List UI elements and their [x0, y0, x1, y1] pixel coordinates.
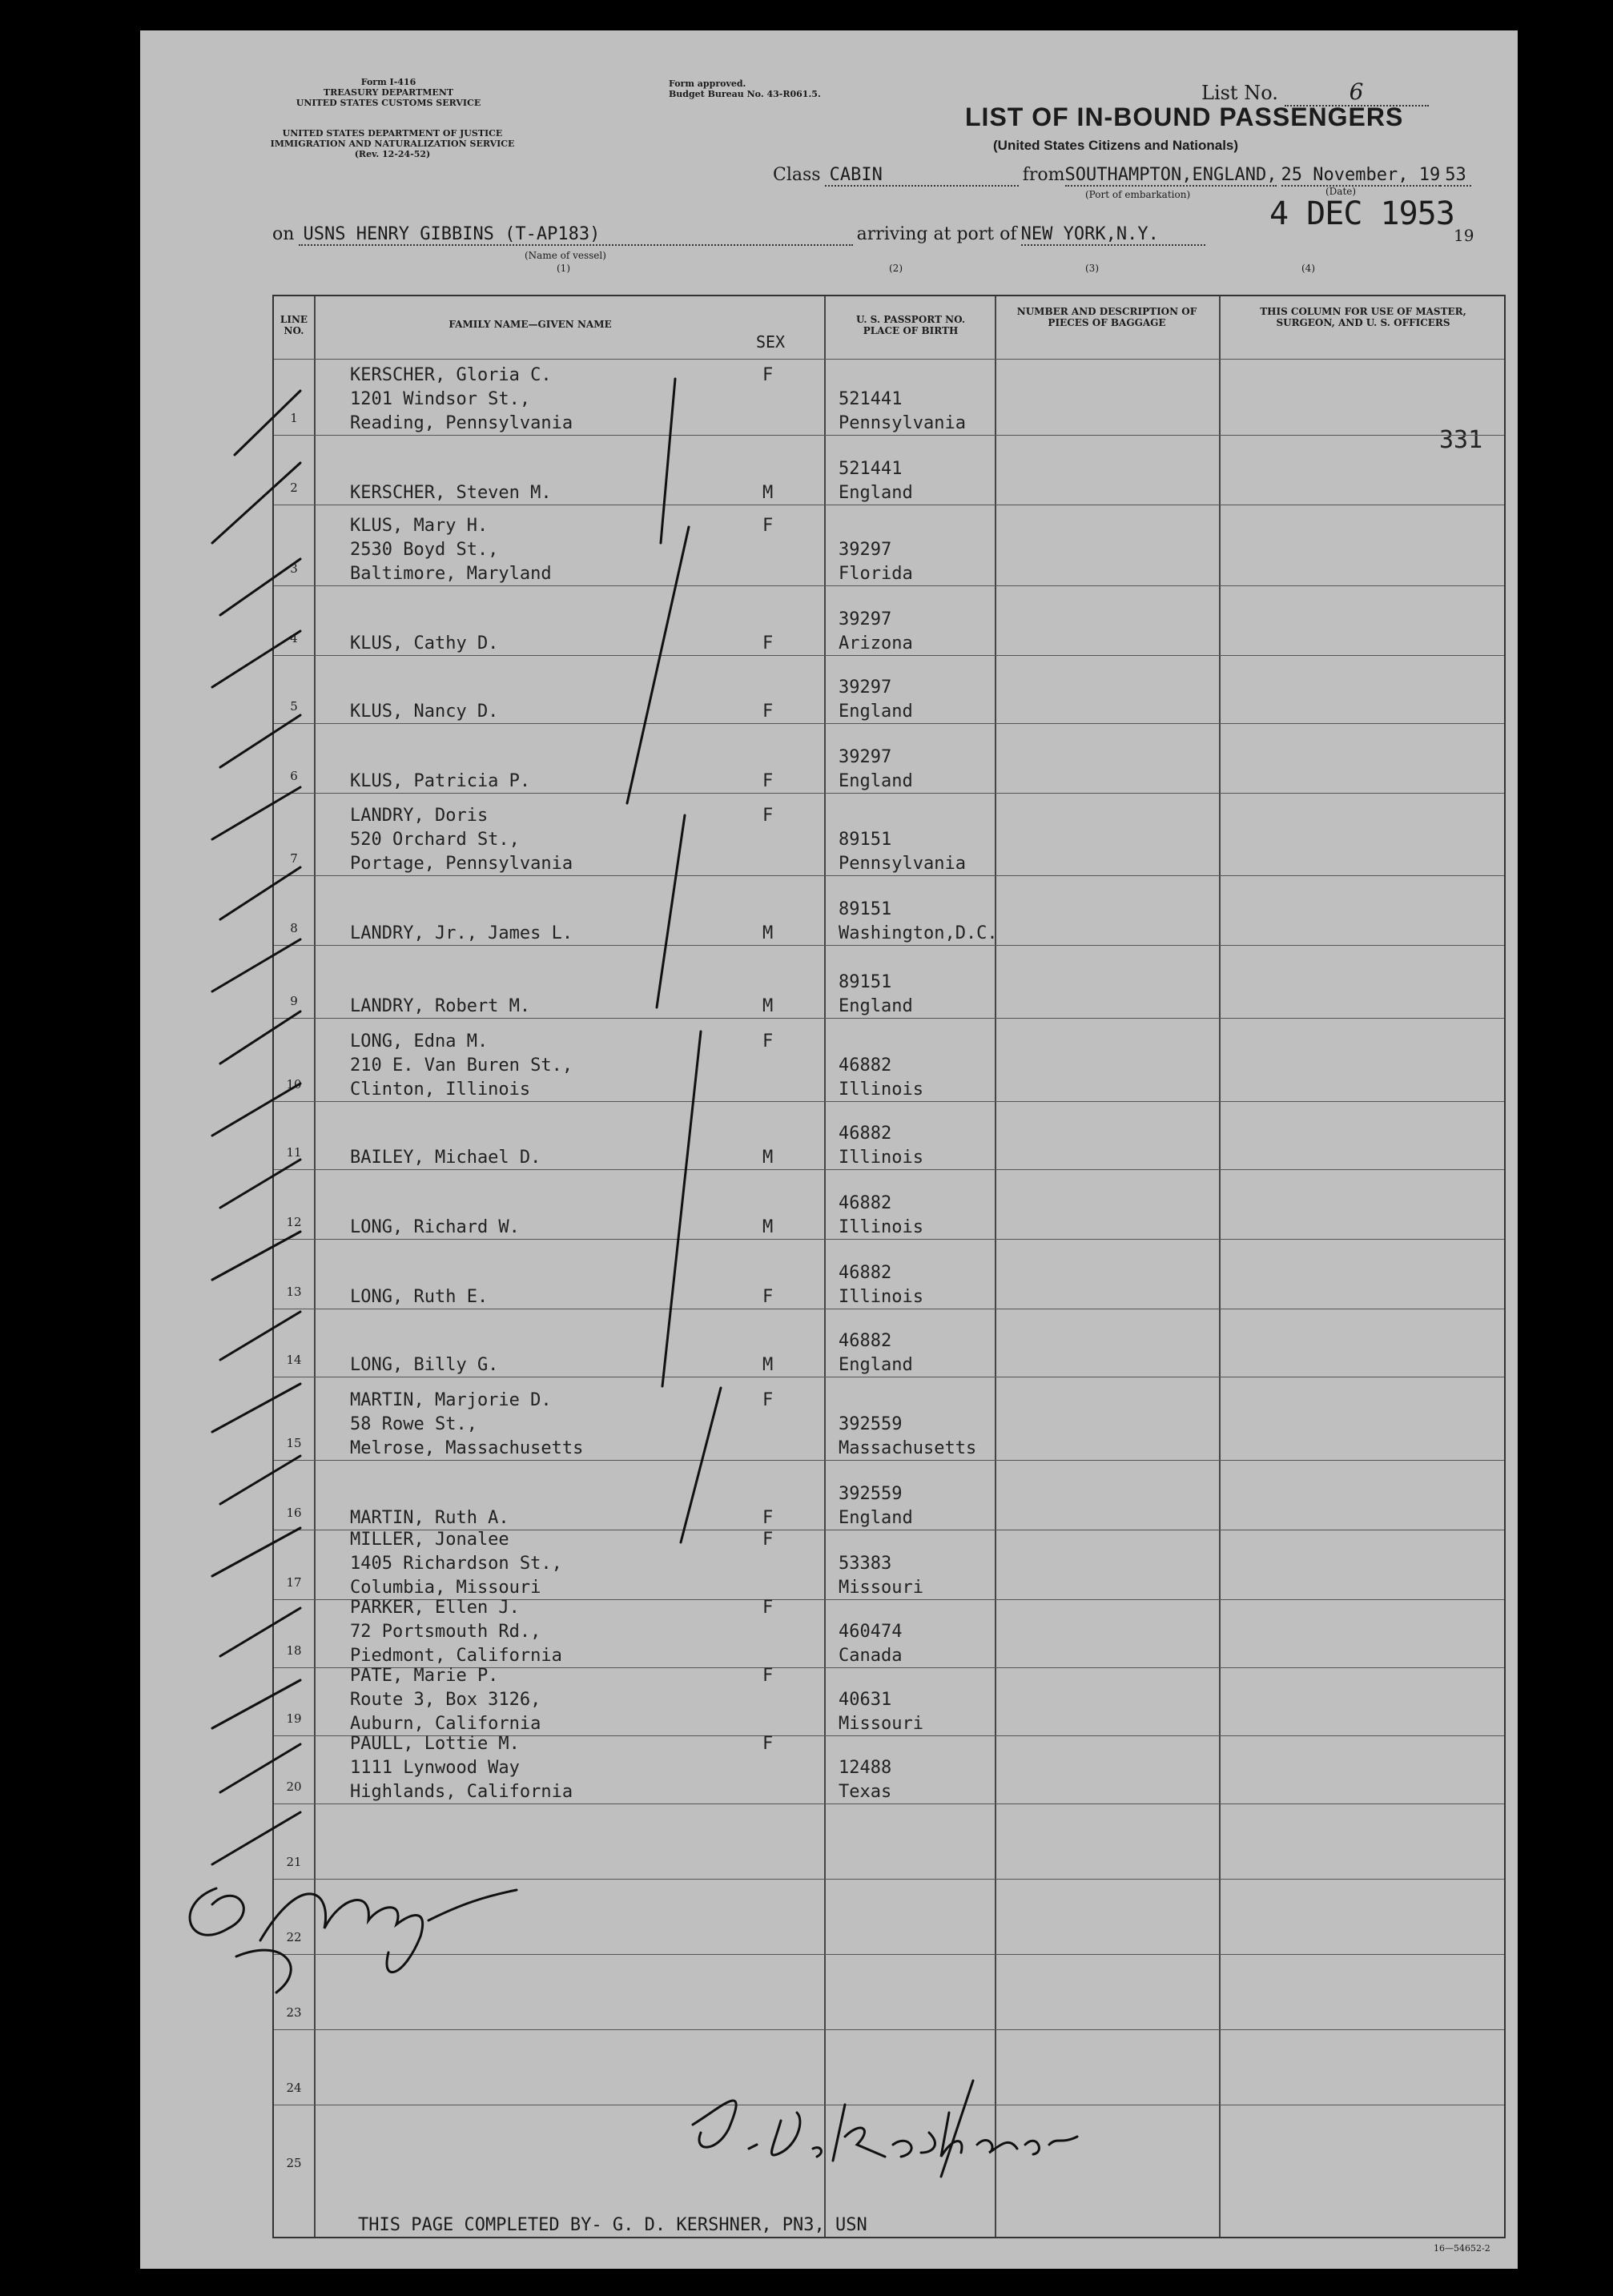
place-of-birth: England	[839, 996, 913, 1016]
line-number: 19	[286, 1711, 302, 1726]
place-of-birth: Massachusetts	[839, 1438, 977, 1458]
passenger-name: LANDRY, Doris	[350, 806, 489, 826]
line-number: 16	[286, 1506, 302, 1520]
passport-number: 46882	[839, 1193, 892, 1213]
passport-number: 392559	[839, 1484, 903, 1504]
passenger-name: PATE, Marie P.	[350, 1666, 499, 1686]
line-number: 11	[286, 1145, 302, 1160]
sex: F	[762, 1530, 774, 1550]
arrival-port: NEW YORK,N.Y.	[1021, 224, 1205, 246]
vessel-name: USNS HENRY GIBBINS (T-AP183)	[299, 224, 853, 246]
address-line-2: Clinton, Illinois	[350, 1080, 531, 1100]
header-name: FAMILY NAME—GIVEN NAME	[449, 319, 612, 330]
address-line-1: 58 Rowe St.,	[350, 1414, 477, 1434]
address-line-2: Portage, Pennsylvania	[350, 854, 573, 874]
customs-service: UNITED STATES CUSTOMS SERVICE	[296, 98, 481, 108]
page-subtitle: (United States Citizens and Nationals)	[993, 138, 1239, 153]
list-no-label: List No.	[1201, 82, 1278, 104]
place-of-birth: Pennsylvania	[839, 854, 966, 874]
check-mark	[212, 867, 300, 991]
passport-number: 46882	[839, 1331, 892, 1351]
passport-number: 46882	[839, 1263, 892, 1283]
passenger-name: KERSCHER, Gloria C.	[350, 365, 552, 385]
sex: F	[762, 806, 774, 826]
sex: F	[762, 771, 774, 791]
passport-number: 89151	[839, 830, 892, 850]
line-number: 3	[290, 561, 298, 576]
place-of-birth: Missouri	[839, 1578, 923, 1598]
class-label: Class	[773, 165, 821, 185]
from-date: 25 November, 19	[1281, 165, 1441, 185]
address-line-1: 520 Orchard St.,	[350, 830, 520, 850]
line-number: 13	[286, 1285, 302, 1299]
passport-number: 89151	[839, 899, 892, 919]
check-mark	[212, 1744, 300, 1864]
header-baggage: NUMBER AND DESCRIPTION OF PIECES OF BAGGAGE	[1016, 306, 1197, 328]
passenger-name: KLUS, Mary H.	[350, 516, 489, 536]
passport-number: 46882	[839, 1124, 892, 1144]
passport-number: 521441	[839, 459, 903, 479]
line-number: 17	[286, 1575, 302, 1590]
header-officers: THIS COLUMN FOR USE OF MASTER, SURGEON, AND U. S. OFFICERS	[1260, 306, 1466, 328]
from-year: 53	[1440, 165, 1471, 187]
list-no-value: 6	[1285, 78, 1429, 107]
sex: M	[762, 996, 774, 1016]
bracket-line	[681, 1388, 721, 1542]
form-id: Form I-416	[360, 77, 416, 87]
col-num-4: (4)	[1301, 263, 1315, 274]
header-passport: U. S. PASSPORT NO. PLACE OF BIRTH	[855, 314, 966, 336]
sex: F	[762, 1734, 774, 1754]
col-num-2: (2)	[889, 263, 903, 274]
sex: F	[762, 1508, 774, 1528]
col-num-1: (1)	[557, 263, 570, 274]
sex: M	[762, 1217, 774, 1237]
sex: F	[762, 365, 774, 385]
address-line-2: Auburn, California	[350, 1714, 541, 1734]
place-of-birth: Texas	[839, 1782, 892, 1802]
line-number: 6	[290, 769, 298, 783]
passport-number: 39297	[839, 540, 892, 560]
budget-bureau: Budget Bureau No. 43-R061.5.	[669, 89, 821, 99]
passport-number: 39297	[839, 678, 892, 698]
passport-number: 89151	[839, 972, 892, 992]
line-number: 25	[286, 2156, 302, 2170]
sex: F	[762, 1598, 774, 1618]
passport-number: 521441	[839, 389, 903, 409]
bracket-line	[627, 527, 689, 803]
line-number: 8	[290, 921, 298, 935]
line-number: 7	[290, 851, 298, 866]
class-value: CABIN	[825, 165, 1019, 187]
place-of-birth: Missouri	[839, 1714, 923, 1734]
sex: F	[762, 702, 774, 722]
passenger-name: LANDRY, Robert M.	[350, 996, 531, 1016]
address-line-1: 1405 Richardson St.,	[350, 1554, 562, 1574]
place-of-birth: Florida	[839, 564, 913, 584]
passenger-name: KLUS, Patricia P.	[350, 771, 531, 791]
line-number: 21	[286, 1855, 302, 1869]
place-of-birth: Illinois	[839, 1287, 923, 1307]
line-number: 22	[286, 1930, 302, 1944]
sex: M	[762, 1355, 774, 1375]
address-line-1: 210 E. Van Buren St.,	[350, 1056, 573, 1076]
address-line-2: Reading, Pennsylvania	[350, 413, 573, 433]
check-mark	[212, 559, 300, 687]
place-of-birth: England	[839, 702, 913, 722]
initials-mark	[190, 1888, 517, 1992]
passenger-name: KLUS, Cathy D.	[350, 633, 499, 653]
header-sex: SEX	[755, 332, 786, 352]
address-line-1: Route 3, Box 3126,	[350, 1690, 541, 1710]
line-number: 9	[290, 994, 298, 1008]
sex: F	[762, 1287, 774, 1307]
from-value: SOUTHAMPTON,ENGLAND,	[1064, 165, 1277, 185]
line-number: 23	[286, 2005, 302, 2020]
form-approved: Form approved.	[669, 78, 746, 89]
line-number: 1	[290, 411, 298, 425]
line-number: 4	[290, 631, 298, 645]
address-line-1: 1201 Windsor St.,	[350, 389, 531, 409]
place-of-birth: England	[839, 1508, 913, 1528]
place-of-birth: Illinois	[839, 1080, 923, 1100]
passenger-name: KERSCHER, Steven M.	[350, 483, 552, 503]
manifest-page	[140, 30, 1518, 2269]
check-mark	[212, 1608, 300, 1728]
passport-number: 392559	[839, 1414, 903, 1434]
signature	[693, 2081, 1077, 2177]
line-number: 18	[286, 1643, 302, 1658]
check-mark	[212, 715, 300, 839]
bracket-line	[657, 815, 685, 1007]
place-of-birth: Illinois	[839, 1148, 923, 1168]
place-of-birth: England	[839, 771, 913, 791]
passenger-name: LONG, Edna M.	[350, 1031, 489, 1051]
passenger-name: MARTIN, Ruth A.	[350, 1508, 509, 1528]
passport-number: 53383	[839, 1554, 892, 1574]
address-line-2: Baltimore, Maryland	[350, 564, 552, 584]
passport-number: 460474	[839, 1622, 903, 1642]
sex: F	[762, 1666, 774, 1686]
bracket-line	[662, 1031, 701, 1386]
passenger-name: PAULL, Lottie M.	[350, 1734, 520, 1754]
sex: F	[762, 516, 774, 536]
passenger-name: LONG, Billy G.	[350, 1355, 499, 1375]
address-line-2: Melrose, Massachusetts	[350, 1438, 584, 1458]
place-of-birth: Arizona	[839, 633, 913, 653]
line-number: 12	[286, 1215, 302, 1229]
line-number: 10	[286, 1077, 302, 1092]
vessel-label: (Name of vessel)	[525, 250, 606, 261]
passenger-name: LONG, Richard W.	[350, 1217, 520, 1237]
passenger-name: PARKER, Ellen J.	[350, 1598, 520, 1618]
line-number: 2	[290, 481, 298, 495]
col-num-3: (3)	[1085, 263, 1099, 274]
passenger-name: BAILEY, Michael D.	[350, 1148, 541, 1168]
check-mark	[212, 1312, 300, 1432]
place-of-birth: England	[839, 1355, 913, 1375]
passport-number: 40631	[839, 1690, 892, 1710]
address-line-2: Columbia, Missouri	[350, 1578, 541, 1598]
sex: M	[762, 1148, 774, 1168]
address-line-1: 1111 Lynwood Way	[350, 1758, 520, 1778]
handwritten-marks	[140, 30, 1518, 2269]
sex: M	[762, 923, 774, 943]
passport-number: 39297	[839, 609, 892, 629]
form-footer-number: 16—54652-2	[1434, 2243, 1490, 2254]
address-line-1: 72 Portsmouth Rd.,	[350, 1622, 541, 1642]
sex: F	[762, 1031, 774, 1051]
justice-dept: UNITED STATES DEPARTMENT OF JUSTICE	[282, 128, 503, 139]
passenger-name: MARTIN, Marjorie D.	[350, 1390, 552, 1410]
treasury-dept: TREASURY DEPARTMENT	[323, 87, 454, 98]
address-line-2: Piedmont, California	[350, 1646, 562, 1666]
place-of-birth: Pennsylvania	[839, 413, 966, 433]
place-of-birth: Illinois	[839, 1217, 923, 1237]
check-mark	[212, 1456, 300, 1576]
ins-service: IMMIGRATION AND NATURALIZATION SERVICE	[270, 139, 515, 149]
place-of-birth: England	[839, 483, 913, 503]
on-label: on	[272, 224, 295, 244]
bracket-line	[661, 379, 675, 543]
passport-number: 46882	[839, 1056, 892, 1076]
official-number: 331	[1439, 426, 1483, 454]
from-label: from	[1022, 165, 1065, 185]
passport-number: 12488	[839, 1758, 892, 1778]
check-mark	[212, 391, 300, 543]
date-label: (Date)	[1325, 186, 1357, 197]
arrival-year-suffix: 19	[1454, 226, 1474, 245]
port-label: (Port of embarkation)	[1085, 189, 1191, 200]
line-number: 15	[286, 1436, 302, 1450]
line-number: 24	[286, 2081, 302, 2095]
passenger-name: KLUS, Nancy D.	[350, 702, 499, 722]
completed-by: THIS PAGE COMPLETED BY- G. D. KERSHNER, PN3, USN	[358, 2215, 867, 2235]
form-revision: (Rev. 12-24-52)	[354, 149, 431, 159]
place-of-birth: Washington,D.C.	[839, 923, 998, 943]
arrival-date-stamp: 4 DEC 1953	[1269, 195, 1454, 232]
passenger-name: LANDRY, Jr., James L.	[350, 923, 573, 943]
line-number: 20	[286, 1779, 302, 1794]
passport-number: 39297	[839, 747, 892, 767]
address-line-1: 2530 Boyd St.,	[350, 540, 499, 560]
place-of-birth: Canada	[839, 1646, 903, 1666]
address-line-2: Highlands, California	[350, 1782, 573, 1802]
page-title: LIST OF IN-BOUND PASSENGERS	[965, 103, 1404, 131]
arriving-label: arriving at port of	[856, 224, 1017, 244]
check-mark	[212, 1011, 300, 1136]
passenger-name: MILLER, Jonalee	[350, 1530, 509, 1550]
passenger-name: LONG, Ruth E.	[350, 1287, 489, 1307]
check-mark	[212, 1160, 300, 1280]
line-number: 14	[286, 1353, 302, 1367]
line-number: 5	[290, 699, 298, 714]
header-line-no: LINE NO.	[280, 314, 308, 336]
sex: M	[762, 483, 774, 503]
sex: F	[762, 1390, 774, 1410]
sex: F	[762, 633, 774, 653]
